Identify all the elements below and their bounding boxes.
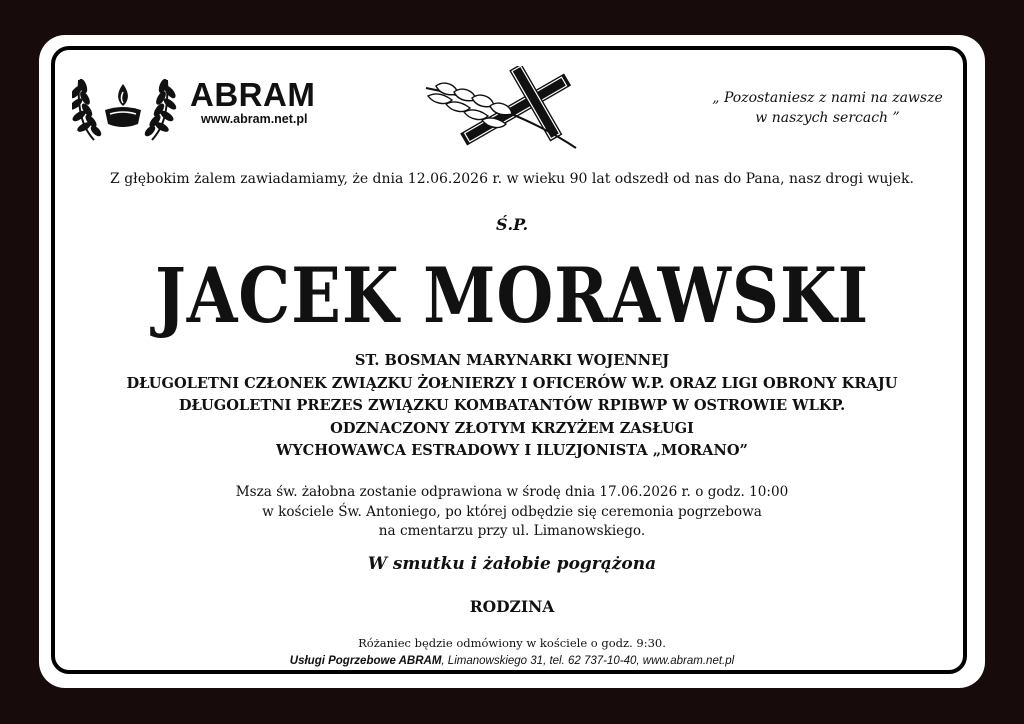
cross-with-palm-icon [418,66,588,160]
brand-url: www.abram.net.pl [201,112,308,126]
footer-company: Usługi Pogrzebowe ABRAM [289,655,442,667]
candle-flame-icon [105,84,141,127]
mass-line: Msza św. żałobna zostanie odprawiona w środę dnia 17.06.2026 r. o godz. 10:00 [235,484,789,500]
quote-line-2: w naszych sercach ” [755,110,900,126]
footer-details: , Limanowskiego 31, tel. 62 737-10-40, www.abram.net.pl [441,655,735,667]
deceased-titles [60,350,964,463]
family-signature: RODZINA [469,597,555,616]
title-line: DŁUGOLETNI PREZES ZWIĄZKU KOMBATANTÓW RPIBWP W OSTROWIE WLKP. [178,397,846,414]
rosary-note: Różaniec będzie odmówiony w kościele o godz. 9:30. [358,636,666,650]
mass-info [60,483,964,542]
announcement-intro: Z głębokim żalem zawiadamiamy, że dnia 12.06.2026 r. w wieku 90 lat odszedł od nas do Pana, nasz drogi wujek. [110,171,914,187]
grief-line: W smutku i żałobie pogrążona [367,554,657,574]
brand-name: ABRAM [190,76,316,113]
title-line: WYCHOWAWCA ESTRADOWY I ILUZJONISTA „MORANO” [276,442,748,459]
honorific: Ś.P. [495,215,529,234]
title-line: DŁUGOLETNI CZŁONEK ZWIĄZKU ŻOŁNIERZY I OFICERÓW W.P. ORAZ LIGI OBRONY KRAJU [126,374,898,392]
funeral-home-footer [60,655,964,667]
mass-line: na cmentarzu przy ul. Limanowskiego. [378,523,646,539]
mass-line: w kościele Św. Antoniego, po której odbędzie się ceremonia pogrzebowa [262,503,762,520]
memorial-quote [690,88,965,128]
quote-line-1: „ Pozostaniesz z nami na zawsze [712,90,943,106]
laurel-wreath-icon [72,74,182,144]
title-line: ODZNACZONY ZŁOTYM KRZYŻEM ZASŁUGI [330,419,694,437]
deceased-name: JACEK MORAWSKI [154,251,870,340]
title-line: ST. BOSMAN MARYNARKI WOJENNEJ [354,352,670,369]
